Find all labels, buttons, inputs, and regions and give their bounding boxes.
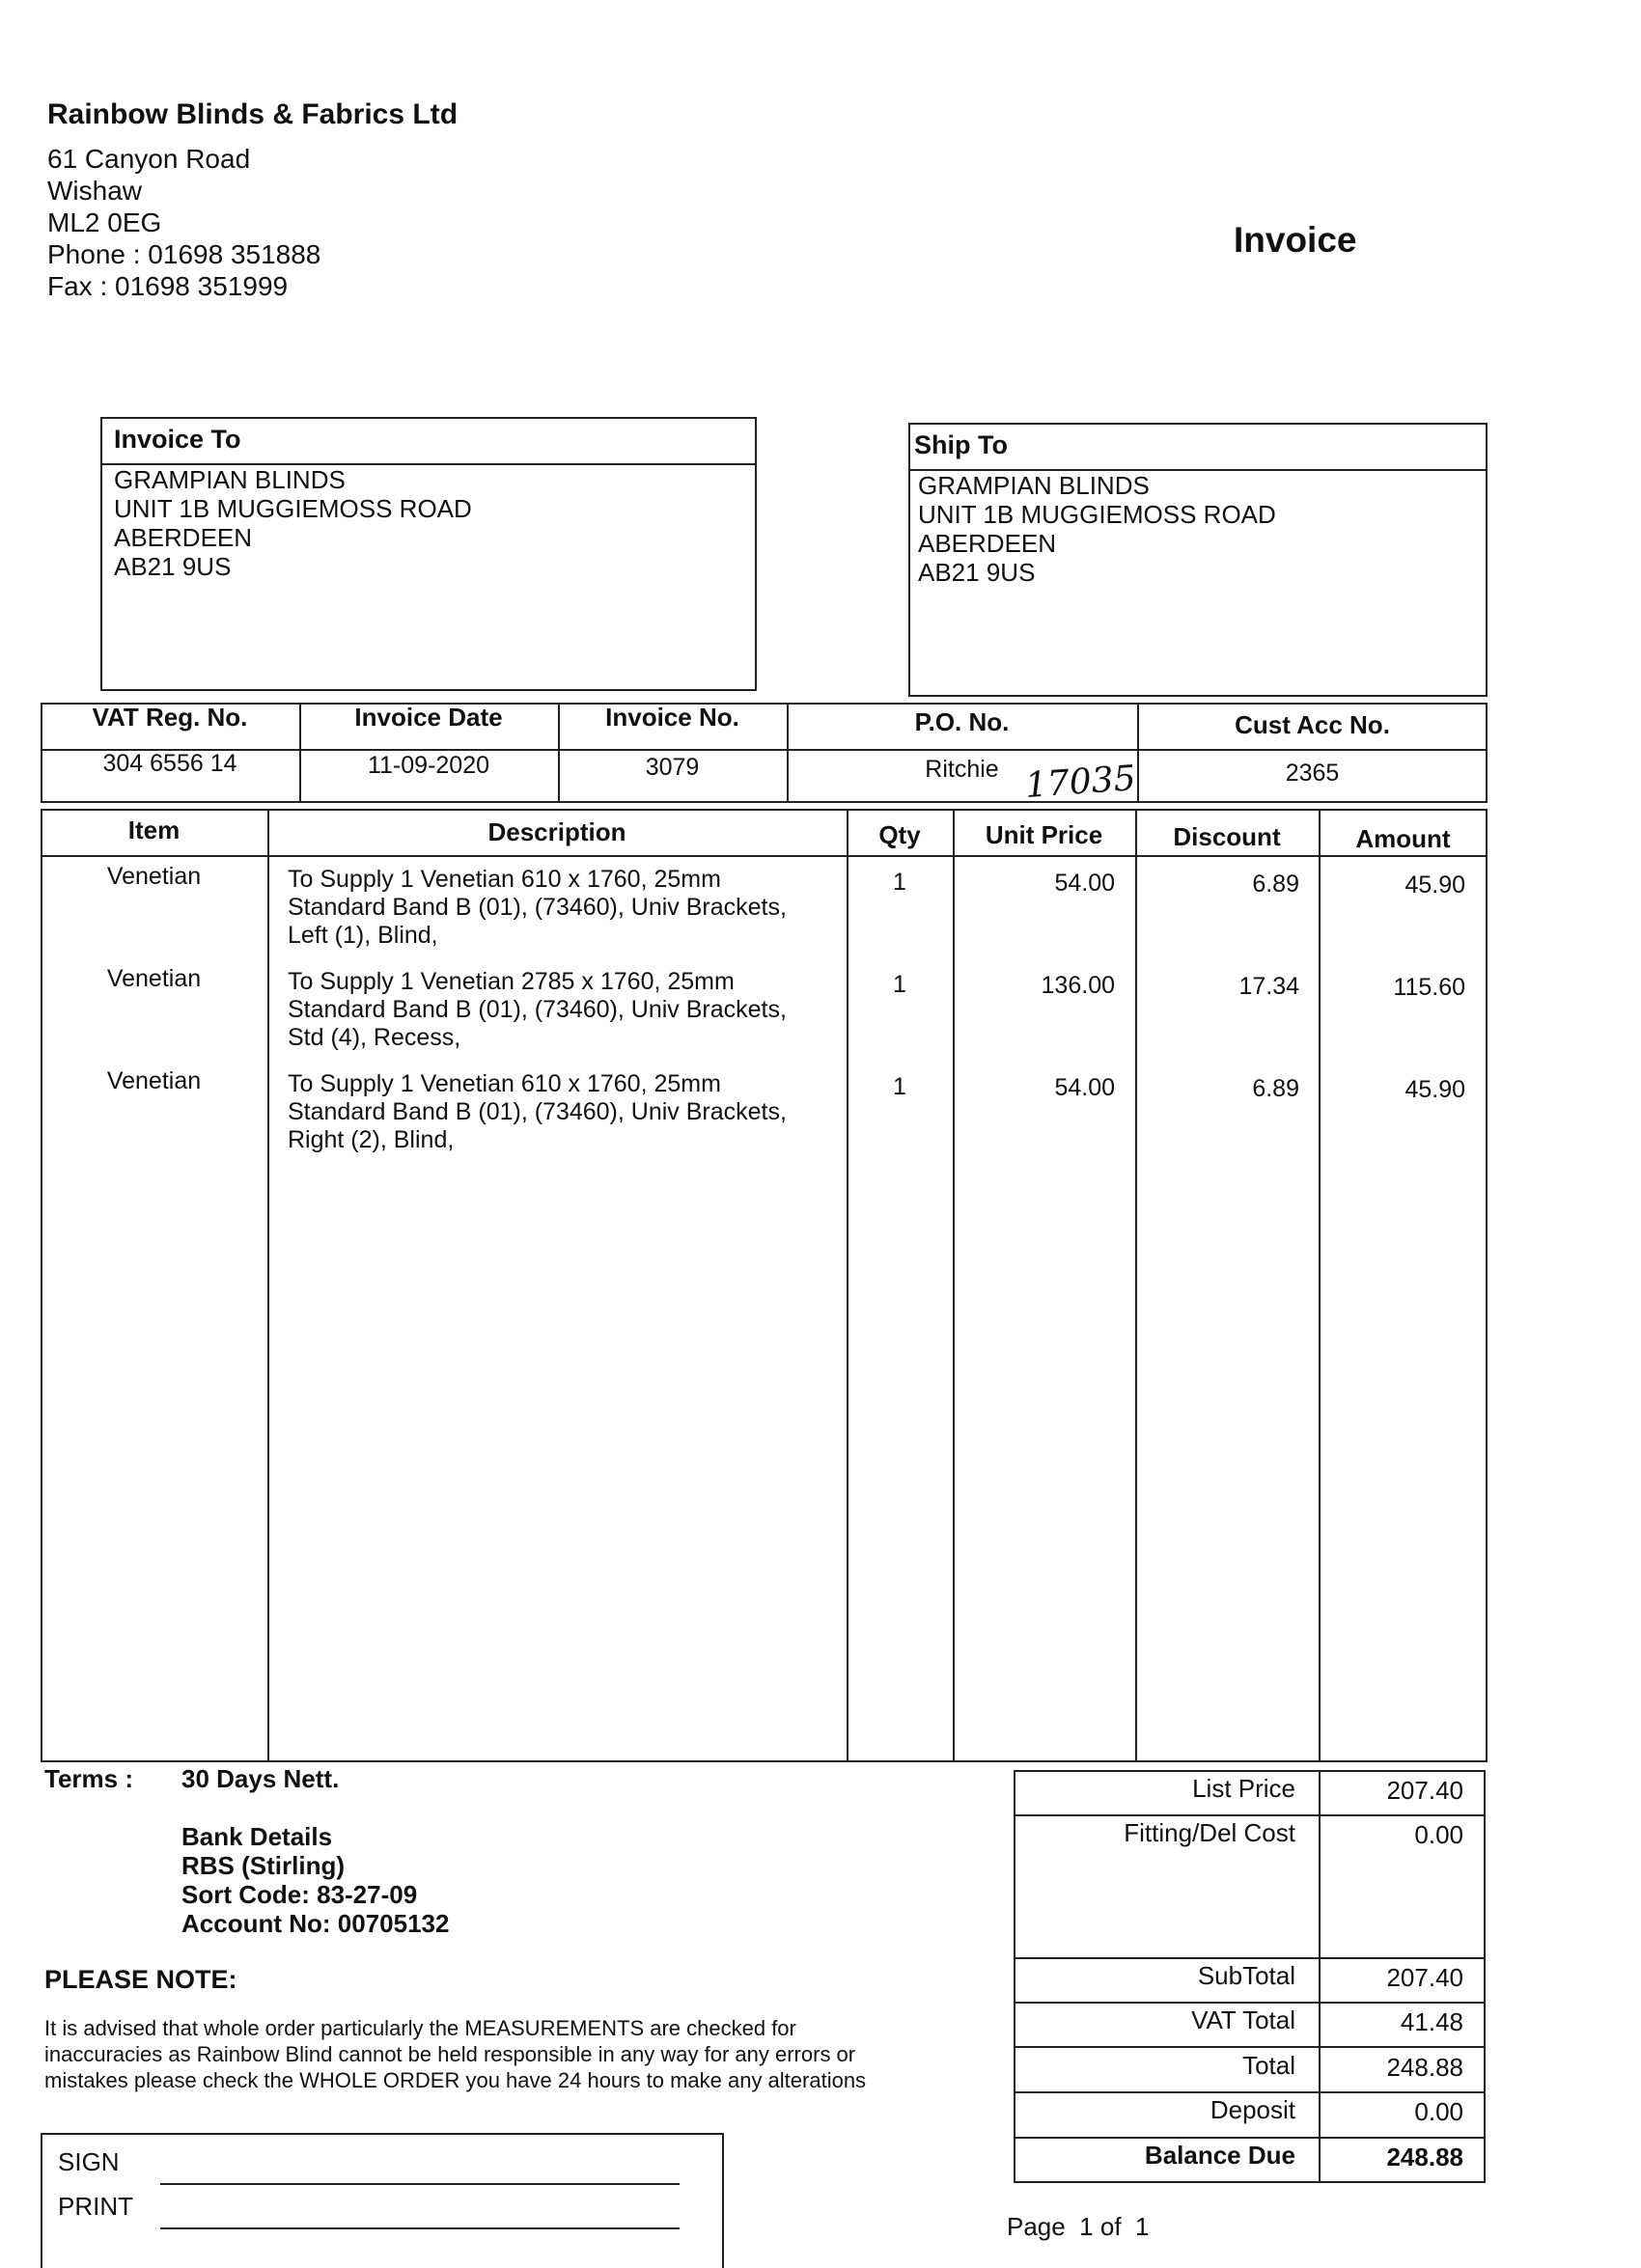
unit-price-cell: 54.00 [1054,1074,1115,1101]
description-cell: To Supply 1 Venetian 2785 x 1760, 25mm Standard Band B (01), (73460), Univ Brackets, Std (4), Recess, [288,968,787,1051]
address-line: GRAMPIAN BLINDS [114,465,346,494]
address-line: ML2 0EG [47,207,162,237]
invoice-to-box [100,417,757,691]
amount-cell: 45.90 [1405,871,1465,899]
company-name: Rainbow Blinds & Fabrics Ltd [47,98,459,130]
discount-cell: 17.34 [1238,973,1299,1000]
items-table [41,809,1488,1762]
sign-label: SIGN [58,2147,120,2176]
address-line: AB21 9US [918,558,1036,587]
invoice-date-header: Invoice Date [354,703,503,732]
terms-label: Terms : [44,1764,133,1793]
page-number: Page 1 of 1 [1007,2212,1150,2241]
document-title: Invoice [1234,220,1357,260]
company-address [47,143,320,302]
address-line: UNIT 1B MUGGIEMOSS ROAD [114,494,472,523]
qty-cell: 1 [893,971,906,998]
unit-price-header: Unit Price [985,820,1103,849]
address-line: 61 Canyon Road [47,144,251,174]
ship-to-label: Ship To [910,425,1486,471]
address-line: Wishaw [47,176,143,206]
qty-cell: 1 [893,869,906,896]
description-cell: To Supply 1 Venetian 610 x 1760, 25mm Standard Band B (01), (73460), Univ Brackets, Right (2), Blind, [288,1070,787,1153]
deposit-label: Deposit [1210,2095,1295,2124]
invoice-no-value: 3079 [645,754,700,781]
terms-value: 30 Days Nett. [181,1764,340,1793]
item-cell: Venetian [106,965,202,992]
print-field[interactable] [160,2227,680,2229]
item-cell: Venetian [106,1067,202,1094]
print-label: PRINT [58,2192,133,2221]
amount-cell: 45.90 [1405,1076,1465,1103]
po-no-value: Ritchie [925,756,999,783]
address-line: ABERDEEN [114,523,253,552]
unit-price-cell: 136.00 [1041,972,1115,999]
please-note-title: PLEASE NOTE: [44,1965,237,1994]
amount-header: Amount [1355,824,1451,853]
list-price-value: 207.40 [1386,1776,1463,1805]
invoice-to-label: Invoice To [102,419,755,465]
fax: Fax : 01698 351999 [47,271,289,301]
balance-due-value: 248.88 [1386,2143,1463,2171]
address-line: AB21 9US [114,552,232,581]
please-note-text: It is advised that whole order particularly the MEASUREMENTS are checked for inaccuracies as Rainbow Blind cannot be held responsible in any way for any errors or mistakes please check the WHOLE ORDER you have 24 hours to make any alterations [44,2016,867,2092]
po-handwritten-number: 17035 [1023,759,1137,806]
address-line: UNIT 1B MUGGIEMOSS ROAD [918,500,1276,529]
po-no-header: P.O. No. [914,707,1010,736]
total-label: Total [1242,2051,1295,2080]
deposit-value: 0.00 [1414,2097,1463,2126]
discount-cell: 6.89 [1252,871,1299,898]
balance-due-label: Balance Due [1144,2141,1295,2170]
unit-price-cell: 54.00 [1054,870,1115,897]
description-cell: To Supply 1 Venetian 610 x 1760, 25mm Standard Band B (01), (73460), Univ Brackets, Left (1), Blind, [288,866,787,949]
vat-total-label: VAT Total [1191,2005,1295,2034]
qty-header: Qty [878,820,921,849]
vat-total-value: 41.48 [1400,2007,1463,2036]
phone: Phone : 01698 351888 [47,239,321,269]
subtotal-value: 207.40 [1386,1963,1463,1992]
discount-cell: 6.89 [1252,1075,1299,1102]
signature-box [41,2133,724,2268]
subtotal-label: SubTotal [1197,1961,1295,1990]
vat-reg-header: VAT Reg. No. [92,703,248,732]
list-price-label: List Price [1192,1774,1295,1803]
cust-acc-value: 2365 [1285,760,1340,787]
item-header: Item [127,816,181,844]
amount-cell: 115.60 [1393,974,1465,1001]
discount-header: Discount [1173,822,1281,851]
qty-cell: 1 [893,1073,906,1100]
total-value: 248.88 [1386,2053,1463,2082]
address-line: ABERDEEN [918,529,1057,558]
invoice-no-header: Invoice No. [605,703,739,732]
address-line: GRAMPIAN BLINDS [918,471,1150,500]
cust-acc-header: Cust Acc No. [1235,710,1390,739]
fitting-cost-label: Fitting/Del Cost [1124,1818,1295,1847]
bank-details: Bank Details RBS (Stirling) Sort Code: 83-27-09 Account No: 00705132 [181,1822,450,1938]
invoice-date-value: 11-09-2020 [367,752,490,779]
description-header: Description [487,817,626,846]
item-cell: Venetian [106,863,202,890]
ship-to-box [908,423,1488,697]
sign-field[interactable] [160,2183,680,2185]
fitting-cost-value: 0.00 [1414,1820,1463,1849]
vat-reg-value: 304 6556 14 [102,750,237,777]
